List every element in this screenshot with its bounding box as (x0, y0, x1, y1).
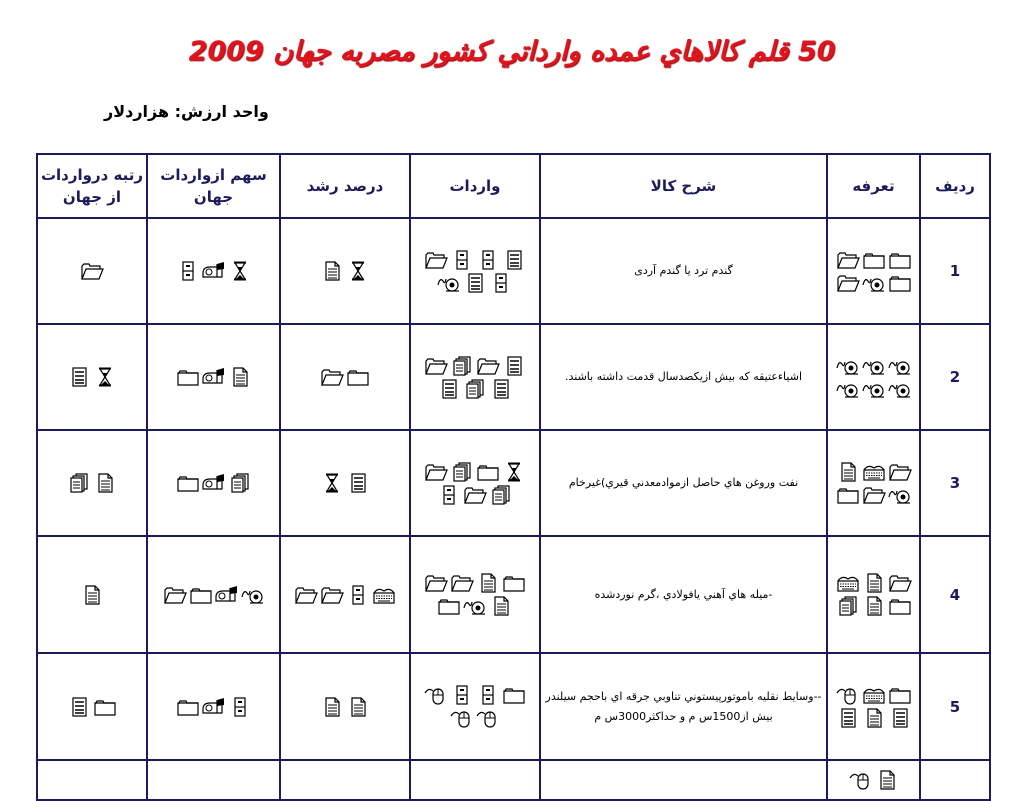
description: گندم ترد يا گندم آردی (540, 218, 827, 324)
tariff-icons (827, 430, 920, 536)
folder-open-icon (888, 573, 912, 593)
folder-icon (189, 585, 213, 605)
rank-icons-group (38, 581, 146, 609)
mailbox-icon (215, 585, 239, 605)
folder-open-icon (476, 356, 500, 376)
mouse-icon (836, 379, 860, 399)
share-icons-group (148, 693, 279, 721)
cabinet-icon (176, 261, 200, 281)
unit-label: واحد ارزش: هزاردلار (104, 102, 269, 121)
document-lines-icon (67, 367, 91, 387)
documents-icon (836, 596, 860, 616)
document-lines-icon (67, 697, 91, 717)
description (540, 760, 827, 800)
imports-icons-group (411, 569, 539, 620)
row-number: 4 (920, 536, 990, 653)
imports-icons-group (411, 246, 539, 297)
folder-icon (862, 250, 886, 270)
folder-icon (502, 573, 526, 593)
tariff-icons (827, 653, 920, 760)
mouse-icon (862, 356, 886, 376)
folder-icon (888, 273, 912, 293)
cabinet-icon (228, 697, 252, 717)
document-lines-icon (888, 708, 912, 728)
imports-icons-group (411, 458, 539, 509)
folder-icon (888, 250, 912, 270)
growth-icons (280, 218, 410, 324)
folder-open-icon (450, 573, 474, 593)
imports-icons (410, 653, 540, 760)
share-icons-group (148, 257, 279, 285)
folder-open-icon (424, 573, 448, 593)
folder-open-icon (424, 462, 448, 482)
header-world-rank: رتبه درواردات از جهان (37, 154, 147, 218)
keyboard-icon (372, 585, 396, 605)
documents-icon (67, 473, 91, 493)
folder-open-icon (888, 462, 912, 482)
share-icons (147, 218, 280, 324)
documents-icon (489, 485, 513, 505)
imports-table (36, 153, 991, 801)
document-lines-icon (346, 473, 370, 493)
keyboard-icon (836, 573, 860, 593)
growth-icons-group (281, 581, 409, 609)
hourglass-icon (320, 473, 344, 493)
folder-open-icon (424, 356, 448, 376)
folder-open-icon (294, 585, 318, 605)
folder-open-icon (320, 585, 344, 605)
share-icons (147, 324, 280, 430)
documents-icon (463, 379, 487, 399)
folder-icon (836, 485, 860, 505)
rank-icons-group (38, 257, 146, 285)
description: نفت وروغن هاي حاصل ازموادمعدني قيري)غيرخام (540, 430, 827, 536)
imports-icons (410, 430, 540, 536)
description: --وسايط نقليه باموتورپيستوني تناوبي جرقه اي باحجم سيلندر بيش از1500س م و حداکثر3000س م (540, 653, 827, 760)
description: -ميله هاي آهني يافولادي ،گرم نوردشده (540, 536, 827, 653)
header-imports: واردات (410, 154, 540, 218)
table-row (37, 536, 990, 653)
imports-icons (410, 324, 540, 430)
tariff-icons-group (828, 681, 919, 732)
row-number: 2 (920, 324, 990, 430)
folder-open-icon (836, 273, 860, 293)
document-lines-icon (502, 356, 526, 376)
row-number: 3 (920, 430, 990, 536)
tariff-icons (827, 536, 920, 653)
folder-open-icon (424, 250, 448, 270)
description: اشياءعتيقه که بيش ازيکصدسال قدمت داشته باشند. (540, 324, 827, 430)
mouse-icon (888, 485, 912, 505)
mouse-icon (836, 356, 860, 376)
folder-icon (476, 462, 500, 482)
rank-icons-group (38, 776, 146, 784)
share-icons (147, 536, 280, 653)
tariff-icons-group (828, 352, 919, 403)
growth-icons (280, 536, 410, 653)
document-icon (80, 585, 104, 605)
rank-icons-group (38, 363, 146, 391)
share-icons-group (148, 469, 279, 497)
imports-icons (410, 536, 540, 653)
folder-open-icon (836, 250, 860, 270)
mouse-icon (437, 273, 461, 293)
hourglass-icon (502, 462, 526, 482)
growth-icons-group (281, 257, 409, 285)
document-lines-icon (836, 708, 860, 728)
rank-icons (37, 430, 147, 536)
table-row (37, 430, 990, 536)
imports-icons-group (411, 352, 539, 403)
cabinet-icon (476, 250, 500, 270)
share-icons-group (148, 363, 279, 391)
hourglass-icon (346, 261, 370, 281)
header-world-share: سهم ازواردات جهان (147, 154, 280, 218)
tariff-icons (827, 218, 920, 324)
folder-open-icon (862, 485, 886, 505)
document-icon (862, 708, 886, 728)
documents-icon (450, 462, 474, 482)
imports-icons-group (411, 776, 539, 784)
growth-icons (280, 653, 410, 760)
share-icons-group (148, 776, 279, 784)
row-number (920, 760, 990, 800)
growth-icons-group (281, 693, 409, 721)
folder-open-icon (163, 585, 187, 605)
computer-mouse-icon (849, 770, 873, 790)
computer-mouse-icon (476, 708, 500, 728)
document-icon (228, 367, 252, 387)
rank-icons-group (38, 469, 146, 497)
folder-icon (888, 685, 912, 705)
folder-icon (176, 697, 200, 717)
document-lines-icon (502, 250, 526, 270)
document-lines-icon (463, 273, 487, 293)
growth-icons-group (281, 363, 409, 391)
tariff-icons-group (828, 766, 919, 794)
document-icon (346, 697, 370, 717)
keyboard-icon (862, 685, 886, 705)
header-row (37, 154, 990, 218)
table-row (37, 653, 990, 760)
mailbox-icon (202, 261, 226, 281)
mouse-icon (862, 273, 886, 293)
imports-icons-group (411, 681, 539, 732)
folder-open-icon (463, 485, 487, 505)
document-lines-icon (437, 379, 461, 399)
rank-icons (37, 324, 147, 430)
document-icon (862, 596, 886, 616)
cabinet-icon (450, 250, 474, 270)
document-icon (836, 462, 860, 482)
mouse-icon (862, 379, 886, 399)
document-icon (862, 573, 886, 593)
computer-mouse-icon (450, 708, 474, 728)
document-icon (476, 573, 500, 593)
share-icons (147, 430, 280, 536)
mouse-icon (888, 356, 912, 376)
page-title: 50 قلم کالاهاي عمده وارداتي کشور مصربه جهان 2009 (188, 36, 836, 67)
document-icon (489, 596, 513, 616)
mailbox-icon (202, 697, 226, 717)
folder-icon (176, 367, 200, 387)
table-row (37, 218, 990, 324)
cabinet-icon (346, 585, 370, 605)
share-icons-group (148, 581, 279, 609)
document-icon (93, 473, 117, 493)
tariff-icons-group (828, 458, 919, 509)
folder-icon (502, 685, 526, 705)
document-lines-icon (489, 379, 513, 399)
row-number: 1 (920, 218, 990, 324)
cabinet-icon (489, 273, 513, 293)
cabinet-icon (450, 685, 474, 705)
row-number: 5 (920, 653, 990, 760)
computer-mouse-icon (836, 685, 860, 705)
header-description: شرح کالا (540, 154, 827, 218)
growth-icons (280, 324, 410, 430)
cabinet-icon (476, 685, 500, 705)
mouse-icon (888, 379, 912, 399)
folder-icon (888, 596, 912, 616)
imports-icons (410, 218, 540, 324)
mailbox-icon (202, 473, 226, 493)
tariff-icons (827, 760, 920, 800)
share-icons (147, 760, 280, 800)
folder-open-icon (80, 261, 104, 281)
table-row (37, 324, 990, 430)
rank-icons (37, 653, 147, 760)
folder-open-icon (320, 367, 344, 387)
tariff-icons-group (828, 246, 919, 297)
mouse-icon (463, 596, 487, 616)
share-icons (147, 653, 280, 760)
mouse-icon (241, 585, 265, 605)
document-icon (875, 770, 899, 790)
folder-icon (176, 473, 200, 493)
folder-icon (437, 596, 461, 616)
keyboard-icon (862, 462, 886, 482)
rank-icons (37, 760, 147, 800)
document-icon (320, 261, 344, 281)
header-growth: درصد رشد (280, 154, 410, 218)
tariff-icons-group (828, 569, 919, 620)
computer-mouse-icon (424, 685, 448, 705)
tariff-icons (827, 324, 920, 430)
document-icon (320, 697, 344, 717)
imports-icons (410, 760, 540, 800)
growth-icons (280, 430, 410, 536)
rank-icons (37, 218, 147, 324)
rank-icons-group (38, 693, 146, 721)
folder-icon (346, 367, 370, 387)
documents-icon (450, 356, 474, 376)
header-row-number: رديف (920, 154, 990, 218)
header-tariff: تعرفه (827, 154, 920, 218)
rank-icons (37, 536, 147, 653)
cabinet-icon (437, 485, 461, 505)
hourglass-icon (93, 367, 117, 387)
mailbox-icon (202, 367, 226, 387)
documents-icon (228, 473, 252, 493)
folder-icon (93, 697, 117, 717)
growth-icons (280, 760, 410, 800)
growth-icons-group (281, 469, 409, 497)
table-row (37, 760, 990, 800)
growth-icons-group (281, 776, 409, 784)
hourglass-icon (228, 261, 252, 281)
